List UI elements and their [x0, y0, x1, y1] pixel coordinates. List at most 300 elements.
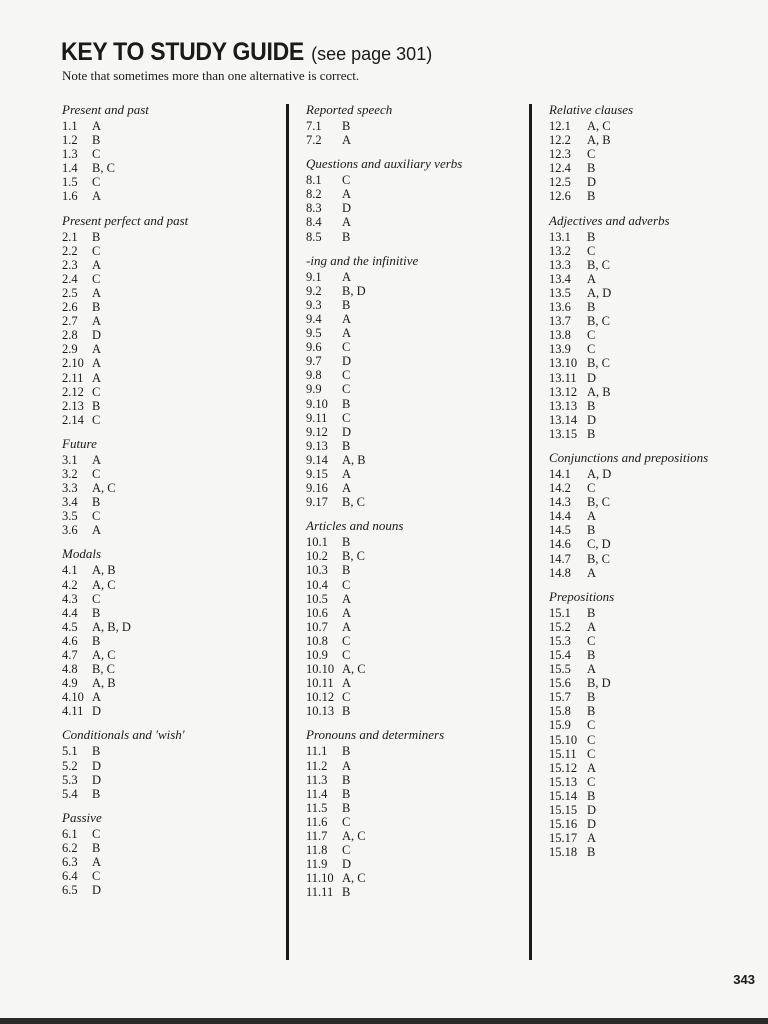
answer-value: A	[342, 269, 352, 284]
question-number: 12.6	[549, 189, 571, 204]
question-number: 2.11	[62, 370, 84, 385]
question-number: 14.4	[549, 509, 571, 524]
answer-value: C	[92, 147, 101, 162]
section-title: Questions and auxiliary verbs	[306, 156, 463, 172]
question-number: 13.10	[549, 356, 578, 371]
answer-row	[306, 662, 516, 676]
question-number: 10.11	[306, 676, 334, 691]
answer-value: C	[92, 466, 101, 481]
question-number: 7.1	[306, 119, 322, 133]
question-number: 15.7	[549, 690, 571, 705]
answer-value: B	[587, 845, 596, 860]
question-number: 13.3	[549, 257, 571, 272]
answer-value: A, C	[92, 481, 116, 496]
answer-row	[62, 759, 272, 773]
question-number: 4.5	[62, 619, 78, 634]
answer-row	[306, 843, 516, 857]
answer-row	[306, 298, 516, 312]
answer-section	[62, 546, 272, 718]
answer-row	[549, 775, 759, 789]
answer-section	[549, 213, 759, 441]
answer-value: A, B	[587, 133, 611, 148]
answer-row	[549, 481, 759, 495]
question-number: 9.11	[306, 410, 328, 425]
answer-row	[306, 354, 516, 368]
question-number: 15.9	[549, 718, 571, 733]
question-number: 15.16	[549, 817, 578, 832]
answer-row	[62, 230, 272, 244]
answer-value: B, C	[587, 314, 610, 329]
answer-row	[549, 523, 759, 537]
answer-row	[62, 175, 272, 189]
answer-row	[306, 326, 516, 340]
answer-row	[306, 535, 516, 549]
question-number: 2.4	[62, 271, 78, 286]
answer-row	[306, 201, 516, 215]
question-number: 9.7	[306, 354, 322, 369]
question-number: 3.3	[62, 481, 78, 496]
answer-value: C	[587, 746, 596, 761]
answer-row	[62, 300, 272, 314]
question-number: 2.5	[62, 285, 78, 300]
question-number: 14.1	[549, 466, 571, 481]
answer-value: D	[587, 817, 597, 832]
answer-row	[306, 340, 516, 354]
question-number: 5.3	[62, 772, 78, 787]
question-number: 11.8	[306, 843, 328, 858]
question-number: 10.9	[306, 648, 328, 662]
section-title: Reported speech	[306, 102, 393, 117]
section-title: Prepositions	[549, 588, 615, 604]
answer-row	[549, 272, 759, 286]
question-number: 3.5	[62, 509, 78, 524]
answer-row	[306, 634, 516, 648]
answer-row	[306, 871, 516, 885]
answer-value: A, D	[587, 466, 612, 481]
answer-value: C	[342, 814, 351, 829]
question-number: 4.6	[62, 633, 78, 648]
question-number: 11.11	[306, 885, 334, 900]
answer-value: A, D	[587, 285, 612, 300]
section-title: Future	[62, 435, 97, 451]
answer-value: B	[587, 426, 596, 441]
answer-row	[62, 676, 272, 690]
bottom-edge	[0, 1018, 768, 1024]
answer-row	[549, 175, 759, 189]
question-number: 13.11	[549, 370, 577, 385]
answer-row	[62, 413, 272, 427]
answer-row	[306, 549, 516, 563]
answer-value: B	[92, 605, 101, 620]
question-number: 10.12	[306, 690, 335, 705]
question-number: 15.14	[549, 788, 578, 803]
question-number: 3.4	[62, 495, 78, 510]
answer-row	[62, 648, 272, 662]
question-number: 6.1	[62, 826, 78, 841]
question-number: 13.6	[549, 300, 571, 315]
answer-value: C, D	[587, 537, 611, 552]
answer-row	[62, 119, 272, 133]
answer-row	[306, 284, 516, 298]
answer-row	[549, 845, 759, 859]
answer-row	[306, 829, 516, 843]
question-number: 11.10	[306, 871, 334, 886]
question-number: 12.5	[549, 175, 571, 190]
answer-row	[549, 761, 759, 775]
answer-row	[549, 831, 759, 845]
answer-value: B, D	[342, 283, 366, 298]
answer-section	[549, 450, 759, 580]
question-number: 15.13	[549, 774, 578, 789]
answer-value: B, C	[342, 549, 365, 564]
answer-value: C	[342, 173, 351, 188]
question-number: 11.1	[306, 744, 328, 759]
question-number: 4.3	[62, 591, 78, 606]
page-title: KEY TO STUDY GUIDE	[61, 38, 304, 66]
answer-value: D	[587, 412, 597, 427]
question-number: 4.8	[62, 662, 78, 677]
answer-section	[306, 156, 516, 243]
question-number: 13.1	[549, 229, 571, 244]
question-number: 13.12	[549, 384, 578, 399]
answer-value: A	[587, 619, 597, 634]
answer-value: B, C	[587, 495, 610, 510]
answer-value: B	[342, 535, 351, 550]
answer-value: D	[342, 354, 352, 369]
answer-value: B, C	[92, 662, 115, 677]
question-number: 15.8	[549, 704, 571, 719]
answer-value: A	[342, 619, 352, 634]
answer-row	[62, 371, 272, 385]
question-number: 7.2	[306, 133, 322, 148]
question-number: 10.10	[306, 662, 335, 677]
answer-row	[62, 869, 272, 883]
section-title: Conjunctions and prepositions	[549, 449, 709, 465]
answer-value: C	[92, 869, 101, 884]
question-number: 15.4	[549, 648, 571, 662]
answer-row	[306, 173, 516, 187]
question-number: 14.3	[549, 495, 571, 510]
answer-row	[549, 427, 759, 441]
answer-row	[549, 371, 759, 385]
answer-value: B	[587, 229, 596, 244]
answer-value: A, C	[342, 871, 366, 886]
answer-row	[306, 397, 516, 411]
section-title: Present and past	[62, 102, 149, 117]
question-number: 14.7	[549, 551, 571, 566]
answer-value: B	[342, 786, 351, 801]
answer-row	[549, 789, 759, 803]
answer-row	[549, 803, 759, 817]
question-number: 13.5	[549, 285, 571, 300]
column-divider	[286, 104, 289, 960]
answer-row	[306, 119, 516, 133]
answer-row	[306, 648, 516, 662]
answer-value: B, C	[587, 356, 610, 371]
answer-row	[306, 439, 516, 453]
answer-value: C	[342, 633, 351, 648]
answer-value: B	[92, 300, 101, 315]
question-number: 11.7	[306, 829, 328, 844]
question-number: 6.2	[62, 840, 78, 855]
answer-value: A, B	[92, 676, 116, 691]
answer-row	[549, 286, 759, 300]
question-number: 13.4	[549, 271, 571, 286]
question-number: 14.6	[549, 537, 571, 552]
answer-column-2	[306, 102, 516, 909]
answer-value: A	[92, 356, 102, 371]
answer-row	[549, 552, 759, 566]
answer-row	[62, 286, 272, 300]
answer-value: A	[342, 676, 352, 691]
answer-value: B	[92, 786, 101, 801]
answer-value: B	[92, 495, 101, 510]
question-number: 9.5	[306, 326, 322, 341]
answer-row	[306, 270, 516, 284]
answer-value: C	[342, 410, 351, 425]
answer-row	[62, 258, 272, 272]
question-number: 9.9	[306, 382, 322, 397]
answer-value: B, C	[587, 257, 610, 272]
answer-value: C	[342, 577, 351, 592]
answer-row	[62, 467, 272, 481]
answer-value: B	[587, 605, 596, 620]
answer-value: C	[342, 382, 351, 397]
answer-row	[549, 662, 759, 676]
answer-value: D	[92, 328, 102, 343]
answer-value: B	[342, 229, 351, 244]
question-number: 9.10	[306, 396, 328, 411]
answer-section	[62, 810, 272, 897]
question-number: 15.10	[549, 732, 578, 747]
answer-row	[62, 841, 272, 855]
question-number: 9.2	[306, 283, 322, 298]
answer-value: A	[342, 591, 352, 606]
answer-row	[549, 747, 759, 761]
answer-row	[306, 857, 516, 871]
question-number: 15.17	[549, 831, 578, 846]
answer-value: C	[587, 147, 596, 162]
answer-value: D	[92, 704, 102, 719]
answer-row	[62, 883, 272, 897]
question-number: 5.1	[62, 744, 78, 759]
answer-row	[549, 356, 759, 370]
answer-value: B, C	[587, 551, 610, 566]
answer-value: C	[342, 368, 351, 383]
question-number: 1.4	[62, 161, 78, 176]
answer-row	[306, 312, 516, 326]
answer-row	[549, 399, 759, 413]
answer-value: B	[342, 396, 351, 411]
question-number: 12.2	[549, 133, 571, 148]
answer-row	[62, 385, 272, 399]
answer-row	[549, 718, 759, 732]
answer-row	[306, 411, 516, 425]
answer-value: D	[92, 883, 102, 898]
answer-row	[62, 314, 272, 328]
answer-row	[62, 620, 272, 634]
question-number: 15.15	[549, 803, 578, 818]
question-number: 8.3	[306, 201, 322, 216]
question-number: 12.1	[549, 119, 571, 133]
question-number: 15.5	[549, 662, 571, 677]
answer-row	[306, 467, 516, 481]
answer-row	[306, 368, 516, 382]
title-row	[61, 38, 432, 67]
answer-value: B	[342, 800, 351, 815]
page-subtitle: (see page 301)	[311, 44, 433, 64]
answer-row	[62, 855, 272, 869]
question-number: 2.6	[62, 300, 78, 315]
answer-row	[62, 563, 272, 577]
section-title: Pronouns and determiners	[306, 727, 445, 743]
question-number: 14.5	[549, 523, 571, 538]
question-number: 6.3	[62, 855, 78, 870]
answer-value: B	[342, 772, 351, 787]
answer-value: A, C	[342, 829, 366, 844]
answer-row	[306, 885, 516, 899]
answer-row	[62, 827, 272, 841]
answer-section	[549, 589, 759, 860]
answer-row	[306, 704, 516, 718]
question-number: 2.12	[62, 384, 84, 399]
answer-row	[306, 578, 516, 592]
answer-value: A	[92, 452, 102, 467]
question-number: 1.1	[62, 119, 78, 133]
answer-value: C	[587, 481, 596, 496]
answer-value: A	[342, 133, 352, 148]
answer-row	[62, 704, 272, 718]
question-number: 13.8	[549, 328, 571, 343]
answer-row	[306, 773, 516, 787]
question-number: 4.11	[62, 704, 84, 719]
question-number: 8.5	[306, 229, 322, 244]
answer-value: A, B, D	[92, 619, 131, 634]
answer-row	[549, 258, 759, 272]
answer-row	[549, 189, 759, 203]
answer-value: A	[92, 257, 102, 272]
question-number: 10.1	[306, 535, 328, 550]
question-number: 9.8	[306, 368, 322, 383]
answer-value: A	[342, 326, 352, 341]
section-title: Adjectives and adverbs	[549, 212, 670, 228]
answer-value: B	[342, 885, 351, 900]
answer-row	[62, 161, 272, 175]
answer-row	[549, 566, 759, 580]
answer-value: A	[92, 342, 102, 357]
question-number: 10.2	[306, 549, 328, 564]
answer-row	[549, 342, 759, 356]
answer-value: B	[342, 297, 351, 312]
question-number: 6.5	[62, 883, 78, 898]
answer-value: B	[92, 398, 101, 413]
question-number: 13.15	[549, 426, 578, 441]
question-number: 12.4	[549, 161, 571, 176]
question-number: 6.4	[62, 869, 78, 884]
answer-value: C	[587, 633, 596, 648]
answer-row	[549, 537, 759, 551]
question-number: 11.6	[306, 814, 328, 829]
answer-value: B	[342, 704, 351, 719]
answer-row	[549, 413, 759, 427]
answer-row	[306, 744, 516, 758]
question-number: 15.6	[549, 676, 571, 691]
answer-value: D	[342, 201, 352, 216]
question-number: 2.2	[62, 243, 78, 258]
answer-row	[62, 523, 272, 537]
answer-row	[549, 676, 759, 690]
answer-row	[549, 704, 759, 718]
question-number: 10.6	[306, 605, 328, 620]
question-number: 1.2	[62, 133, 78, 148]
question-number: 10.4	[306, 577, 328, 592]
page-number: 343	[733, 972, 755, 987]
answer-row	[62, 189, 272, 203]
section-title: Conditionals and 'wish'	[62, 727, 185, 743]
answer-row	[549, 690, 759, 704]
answer-section	[306, 518, 516, 718]
question-number: 9.15	[306, 466, 328, 481]
section-title: Articles and nouns	[306, 518, 404, 534]
answer-row	[306, 690, 516, 704]
answer-row	[549, 161, 759, 175]
answer-value: A, B	[342, 452, 366, 467]
answer-value: D	[342, 424, 352, 439]
answer-value: A	[342, 215, 352, 230]
answer-row	[306, 230, 516, 244]
section-title: Modals	[62, 546, 101, 562]
answer-value: B	[587, 523, 596, 538]
answer-value: C	[92, 591, 101, 606]
question-number: 10.3	[306, 563, 328, 578]
answer-value: C	[587, 328, 596, 343]
answer-row	[62, 244, 272, 258]
answer-section	[549, 102, 759, 204]
question-number: 15.3	[549, 633, 571, 648]
answer-row	[306, 620, 516, 634]
question-number: 11.4	[306, 786, 328, 801]
answer-row	[549, 509, 759, 523]
answer-row	[549, 230, 759, 244]
answer-value: D	[587, 803, 597, 818]
answer-row	[306, 563, 516, 577]
answer-row	[306, 801, 516, 815]
answer-value: A, B	[92, 563, 116, 578]
question-number: 15.12	[549, 760, 578, 775]
question-number: 10.8	[306, 633, 328, 648]
question-number: 11.9	[306, 857, 328, 872]
answer-row	[549, 147, 759, 161]
answer-value: A, B	[587, 384, 611, 399]
question-number: 2.9	[62, 342, 78, 357]
answer-row	[62, 481, 272, 495]
answer-value: B	[92, 633, 101, 648]
question-number: 15.11	[549, 746, 577, 761]
question-number: 1.6	[62, 189, 78, 204]
answer-row	[549, 817, 759, 831]
answer-value: B	[92, 840, 101, 855]
question-number: 2.8	[62, 328, 78, 343]
answer-row	[62, 606, 272, 620]
answer-value: D	[92, 772, 102, 787]
answer-row	[306, 676, 516, 690]
answer-value: A	[342, 466, 352, 481]
answer-row	[549, 133, 759, 147]
answer-row	[62, 495, 272, 509]
answer-row	[62, 356, 272, 370]
answer-value: A	[342, 187, 352, 202]
question-number: 2.14	[62, 412, 84, 427]
